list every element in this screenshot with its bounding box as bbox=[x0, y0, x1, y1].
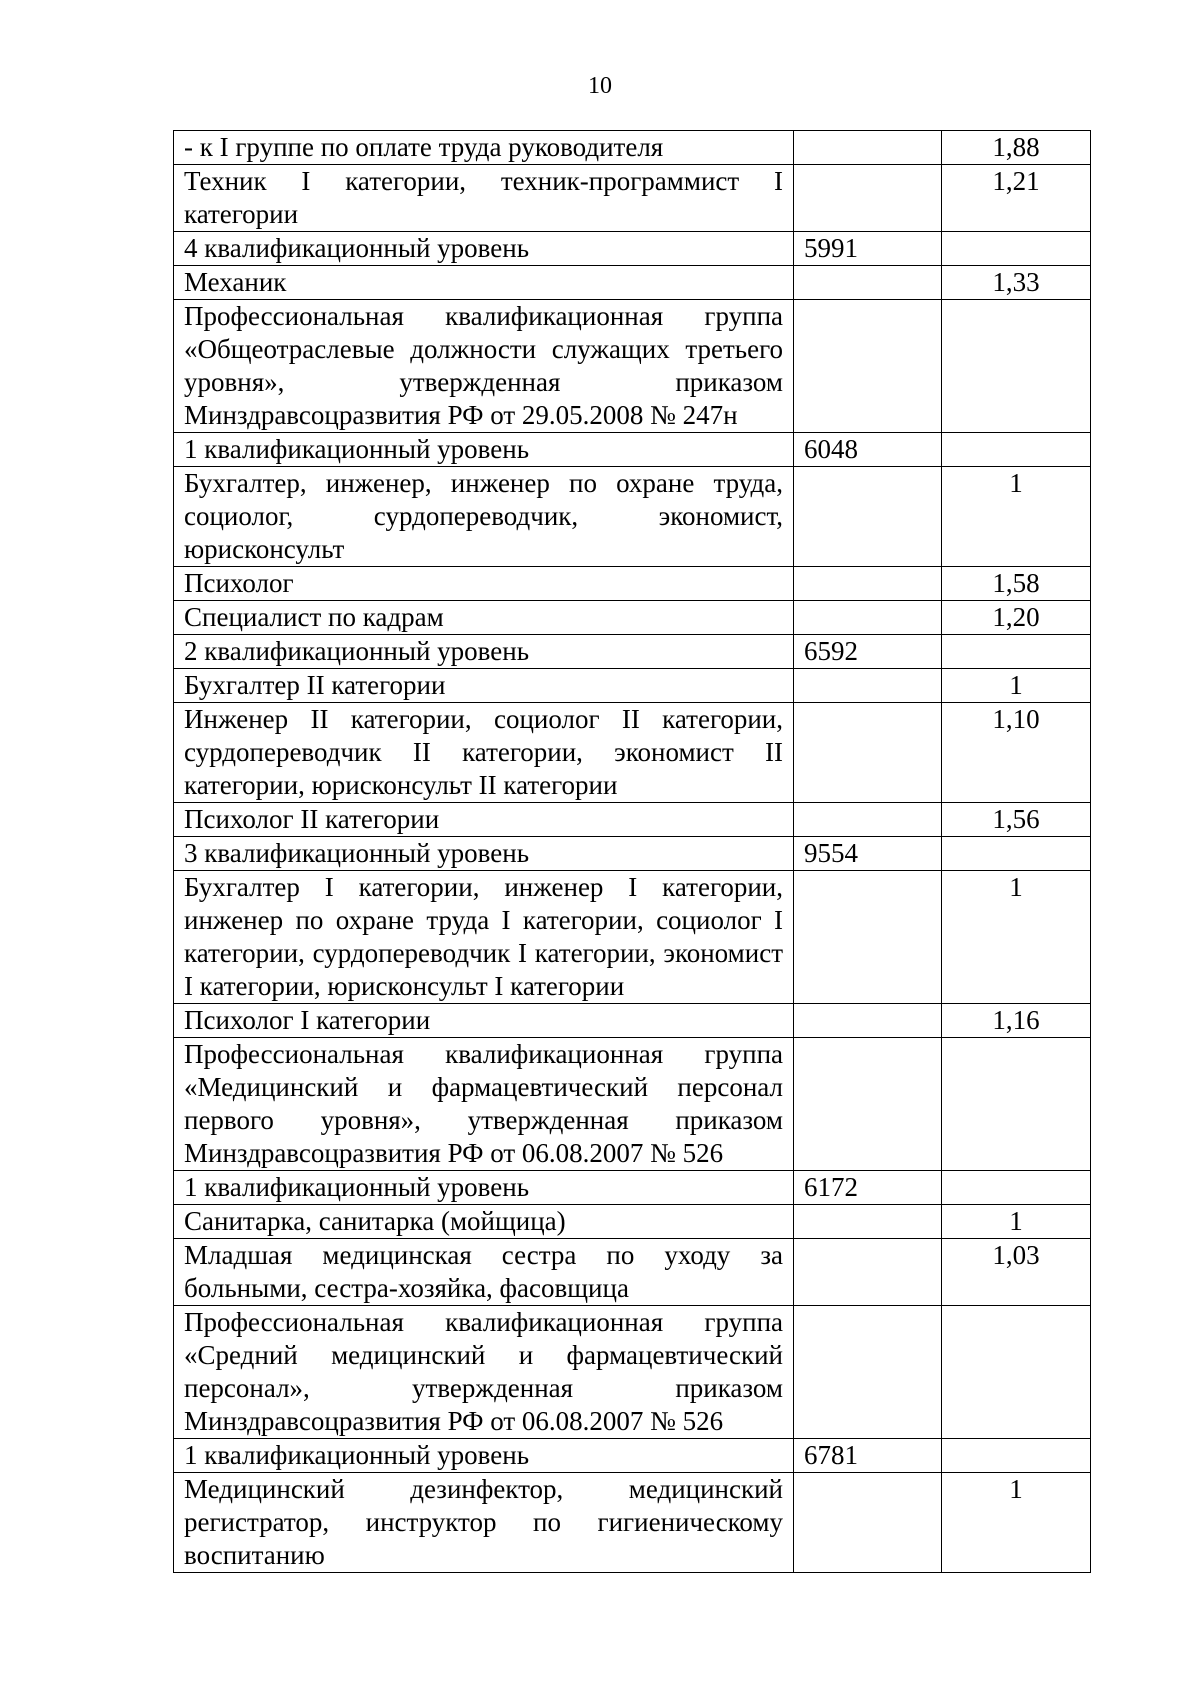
base-salary-cell bbox=[794, 1306, 942, 1439]
base-salary-cell bbox=[794, 1038, 942, 1171]
coefficient-cell bbox=[942, 300, 1091, 433]
position-cell: 4 квалификационный уровень bbox=[174, 232, 794, 266]
position-cell: Бухгалтер I категории, инженер I категории, инженер по охране труда I категории, социолог I категории, сурдопереводчик I категории, экономист I категории, юрисконсульт I категории bbox=[174, 871, 794, 1004]
base-salary-cell bbox=[794, 567, 942, 601]
position-cell: Механик bbox=[174, 266, 794, 300]
coefficient-cell bbox=[942, 1038, 1091, 1171]
position-cell: Профессиональная квалификационная группа «Медицинский и фармацевтический персонал первого уровня», утвержденная приказом Минздравсоцразвития РФ от 06.08.2007 № 526 bbox=[174, 1038, 794, 1171]
position-cell: 3 квалификационный уровень bbox=[174, 837, 794, 871]
position-cell: 1 квалификационный уровень bbox=[174, 1171, 794, 1205]
position-cell: Бухгалтер, инженер, инженер по охране труда, социолог, сурдопереводчик, экономист, юрисконсульт bbox=[174, 467, 794, 567]
coefficient-cell: 1,16 bbox=[942, 1004, 1091, 1038]
table-row bbox=[174, 266, 1091, 300]
table-row bbox=[174, 232, 1091, 266]
table-row bbox=[174, 467, 1091, 567]
coefficient-cell: 1,56 bbox=[942, 803, 1091, 837]
table-row bbox=[174, 300, 1091, 433]
base-salary-cell: 6048 bbox=[794, 433, 942, 467]
coefficient-cell: 1,21 bbox=[942, 165, 1091, 232]
base-salary-cell: 6592 bbox=[794, 635, 942, 669]
base-salary-cell: 6172 bbox=[794, 1171, 942, 1205]
base-salary-cell bbox=[794, 1004, 942, 1038]
table-row bbox=[174, 165, 1091, 232]
base-salary-cell bbox=[794, 1239, 942, 1306]
coefficient-cell bbox=[942, 635, 1091, 669]
position-cell: Техник I категории, техник-программист I категории bbox=[174, 165, 794, 232]
position-cell: Бухгалтер II категории bbox=[174, 669, 794, 703]
table-row bbox=[174, 131, 1091, 165]
table-row bbox=[174, 1205, 1091, 1239]
coefficient-cell bbox=[942, 433, 1091, 467]
coefficient-cell: 1 bbox=[942, 871, 1091, 1004]
position-cell: - к I группе по оплате труда руководителя bbox=[174, 131, 794, 165]
coefficient-cell: 1 bbox=[942, 467, 1091, 567]
base-salary-cell bbox=[794, 703, 942, 803]
position-cell: Медицинский дезинфектор, медицинский регистратор, инструктор по гигиеническому воспитанию bbox=[174, 1473, 794, 1573]
table-row bbox=[174, 567, 1091, 601]
table-row bbox=[174, 1004, 1091, 1038]
position-cell: Профессиональная квалификационная группа «Общеотраслевые должности служащих третьего уровня», утвержденная приказом Минздравсоцразвития РФ от 29.05.2008 № 247н bbox=[174, 300, 794, 433]
table-row bbox=[174, 1038, 1091, 1171]
coefficient-cell: 1,03 bbox=[942, 1239, 1091, 1306]
base-salary-cell bbox=[794, 467, 942, 567]
table-row bbox=[174, 703, 1091, 803]
table-row bbox=[174, 871, 1091, 1004]
table-row bbox=[174, 1473, 1091, 1573]
table-row bbox=[174, 1171, 1091, 1205]
coefficient-cell: 1,10 bbox=[942, 703, 1091, 803]
base-salary-cell bbox=[794, 1473, 942, 1573]
position-cell: Специалист по кадрам bbox=[174, 601, 794, 635]
coefficient-cell bbox=[942, 1171, 1091, 1205]
coefficient-cell: 1 bbox=[942, 1473, 1091, 1573]
base-salary-cell bbox=[794, 669, 942, 703]
table-row bbox=[174, 1239, 1091, 1306]
position-cell: Профессиональная квалификационная группа «Средний медицинский и фармацевтический персонал», утвержденная приказом Минздравсоцразвития РФ от 06.08.2007 № 526 bbox=[174, 1306, 794, 1439]
coefficient-cell bbox=[942, 232, 1091, 266]
base-salary-cell bbox=[794, 1205, 942, 1239]
table-row bbox=[174, 1306, 1091, 1439]
position-cell: 2 квалификационный уровень bbox=[174, 635, 794, 669]
base-salary-cell bbox=[794, 803, 942, 837]
position-cell: Психолог bbox=[174, 567, 794, 601]
coefficient-cell: 1 bbox=[942, 669, 1091, 703]
table-row bbox=[174, 669, 1091, 703]
position-cell: Младшая медицинская сестра по уходу за больными, сестра-хозяйка, фасовщица bbox=[174, 1239, 794, 1306]
base-salary-cell bbox=[794, 300, 942, 433]
coefficient-cell: 1,20 bbox=[942, 601, 1091, 635]
coefficient-cell: 1 bbox=[942, 1205, 1091, 1239]
position-cell: Санитарка, санитарка (мойщица) bbox=[174, 1205, 794, 1239]
base-salary-cell bbox=[794, 601, 942, 635]
base-salary-cell bbox=[794, 871, 942, 1004]
base-salary-cell bbox=[794, 165, 942, 232]
position-cell: Психолог II категории bbox=[174, 803, 794, 837]
coefficient-cell bbox=[942, 1306, 1091, 1439]
base-salary-cell bbox=[794, 131, 942, 165]
base-salary-cell: 6781 bbox=[794, 1439, 942, 1473]
coefficient-cell: 1,58 bbox=[942, 567, 1091, 601]
base-salary-cell: 9554 bbox=[794, 837, 942, 871]
table-row bbox=[174, 837, 1091, 871]
coefficient-cell bbox=[942, 837, 1091, 871]
position-cell: Психолог I категории bbox=[174, 1004, 794, 1038]
base-salary-cell bbox=[794, 266, 942, 300]
base-salary-cell: 5991 bbox=[794, 232, 942, 266]
coefficient-cell: 1,88 bbox=[942, 131, 1091, 165]
page-number: 10 bbox=[588, 73, 612, 99]
salary-table-body bbox=[174, 131, 1091, 1573]
table-row bbox=[174, 433, 1091, 467]
table-row bbox=[174, 601, 1091, 635]
table-row bbox=[174, 1439, 1091, 1473]
coefficient-cell bbox=[942, 1439, 1091, 1473]
position-cell: Инженер II категории, социолог II категории, сурдопереводчик II категории, экономист II категории, юрисконсульт II категории bbox=[174, 703, 794, 803]
salary-table bbox=[173, 130, 1091, 1573]
position-cell: 1 квалификационный уровень bbox=[174, 1439, 794, 1473]
position-cell: 1 квалификационный уровень bbox=[174, 433, 794, 467]
table-row bbox=[174, 803, 1091, 837]
coefficient-cell: 1,33 bbox=[942, 266, 1091, 300]
table-row bbox=[174, 635, 1091, 669]
